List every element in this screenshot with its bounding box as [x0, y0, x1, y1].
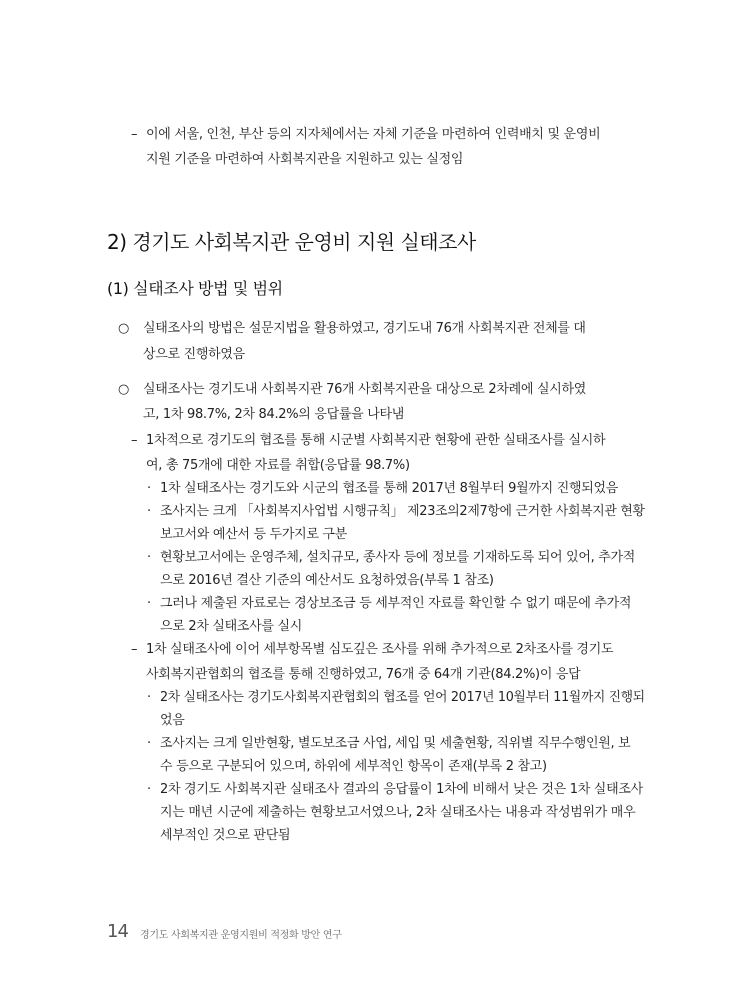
text-line: 실태조사의 방법은 설문지법을 활용하였고, 경기도내 76개 사회복지관 전체를 대: [143, 321, 586, 336]
page-number: 14: [107, 921, 128, 942]
dot-marker: ·: [147, 504, 151, 519]
text-line: 현황보고서에는 운영주체, 설치규모, 종사자 등에 정보를 기재하도록 되어 있어, 추가적: [160, 550, 636, 565]
dash-marker: –: [131, 433, 138, 448]
text-line: 세부적인 것으로 판단됨: [160, 828, 291, 843]
text-line: 보고서와 예산서 등 두가지로 구분: [160, 527, 347, 542]
text-line: 2차 실태조사는 경기도사회복지관협회의 협조를 얻어 2017년 10월부터 11월까지 진행되: [160, 690, 645, 705]
dot-marker: ·: [147, 481, 151, 496]
dot-marker: ·: [147, 782, 151, 797]
text-line: 2차 경기도 사회복지관 실태조사 결과의 응답률이 1차에 비해서 낮은 것은 1차 실태조사: [160, 782, 643, 797]
text-line: 사회복지관협회의 협조를 통해 진행하였고, 76개 중 64개 기관(84.2%)이 응답: [146, 667, 581, 682]
text-line: 었음: [160, 713, 185, 728]
dot-marker: ·: [147, 596, 151, 611]
text-line: 그러나 제출된 자료로는 경상보조금 등 세부적인 자료를 확인할 수 없기 때문에 추가적: [160, 596, 632, 611]
dash-marker: –: [131, 127, 138, 142]
dot-marker: ·: [147, 690, 151, 705]
running-title: 경기도 사회복지관 운영지원비 적정화 방안 연구: [140, 930, 342, 941]
text-line: 수 등으로 구분되어 있으며, 하위에 세부적인 항목이 존재(부록 2 참고): [160, 759, 547, 774]
circle-bullet-icon: ○: [118, 382, 130, 397]
dot-marker: ·: [147, 736, 151, 751]
text-line: 조사지는 크게 「사회복지사업법 시행규칙」 제23조의2제7항에 근거한 사회복지관 현황: [160, 504, 645, 519]
text-line: 실태조사는 경기도내 사회복지관 76개 사회복지관을 대상으로 2차례에 실시하였: [143, 382, 586, 397]
text-line: 여, 총 75개에 대한 자료를 취합(응답률 98.7%): [146, 458, 410, 473]
text-line: 고, 1차 98.7%, 2차 84.2%의 응답률을 나타냄: [143, 407, 405, 422]
dot-marker: ·: [147, 550, 151, 565]
text-line: 지는 매년 시군에 제출하는 현황보고서였으나, 2차 실태조사는 내용과 작성범위가 매우: [160, 805, 636, 820]
text-line: 상으로 진행하였음: [143, 347, 245, 362]
subsection-heading: (1) 실태조사 방법 및 범위: [107, 279, 283, 298]
section-heading: 2) 경기도 사회복지관 운영비 지원 실태조사: [107, 230, 476, 254]
text-line: 지원 기준을 마련하여 사회복지관을 지원하고 있는 실정임: [146, 152, 464, 167]
text-line: 조사지는 크게 일반현황, 별도보조금 사업, 세입 및 세출현황, 직위별 직무수행인원, 보: [160, 736, 631, 751]
text-line: 1차 실태조사에 이어 세부항목별 심도깊은 조사를 위해 추가적으로 2차조사를 경기도: [146, 642, 614, 657]
text-line: 이에 서울, 인천, 부산 등의 지자체에서는 자체 기준을 마련하여 인력배치 및 운영비: [146, 127, 601, 142]
text-line: 1차적으로 경기도의 협조를 통해 시군별 사회복지관 현황에 관한 실태조사를 실시하: [146, 433, 606, 448]
dash-marker: –: [131, 642, 138, 657]
text-line: 으로 2016년 결산 기준의 예산서도 요청하였음(부록 1 참조): [160, 573, 494, 588]
circle-bullet-icon: ○: [118, 321, 130, 336]
text-line: 1차 실태조사는 경기도와 시군의 협조를 통해 2017년 8월부터 9월까지 진행되었음: [160, 481, 619, 496]
text-line: 으로 2차 실태조사를 실시: [160, 619, 303, 634]
